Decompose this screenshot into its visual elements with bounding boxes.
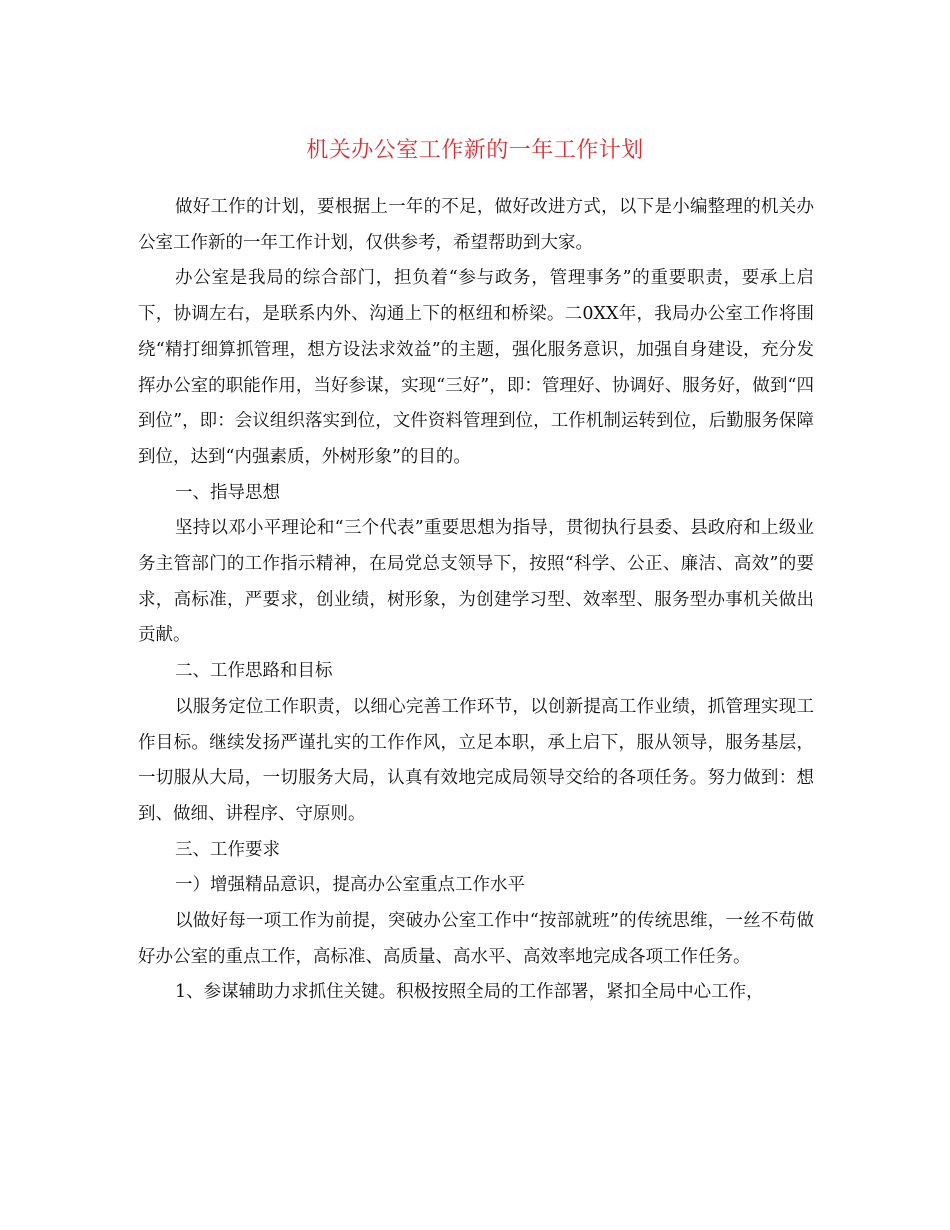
section-heading-guiding-ideology: 一、指导思想	[175, 482, 280, 503]
section-heading-work-goals: 二、工作思路和目标	[175, 661, 333, 682]
document-body	[138, 190, 814, 1011]
paragraph-quality: 以做好每一项工作为前提，突破办公室工作中“按部就班”的传统思维，一丝不苟做好办公室的重点工作，高标准、高质量、高水平、高效率地完成各项工作任务。	[138, 911, 814, 967]
paragraph-intro: 做好工作的计划，要根据上一年的不足，做好改进方式，以下是小编整理的机关办公室工作新的一年工作计划，仅供参考，希望帮助到大家。	[138, 197, 814, 253]
paragraph-guiding-ideology: 坚持以邓小平理论和“三个代表”重要思想为指导，贯彻执行县委、县政府和上级业务主管部门的工作指示精神，在局党总支领导下，按照“科学、公正、廉洁、高效”的要求，高标准，严要求，创业绩，树形象，为创建学习型、效率型、服务型办事机关做出贡献。	[138, 518, 814, 646]
section-heading-work-requirements: 三、工作要求	[175, 839, 280, 860]
paragraph-work-goals: 以服务定位工作职责，以细心完善工作环节，以创新提高工作业绩，抓管理实现工作目标。继续发扬严谨扎实的工作作风，立足本职，承上启下，服从领导，服务基层，一切服从大局，一切服务大局，认真有效地完成局领导交给的各项任务。努力做到：想到、做细、讲程序、守原则。	[138, 696, 814, 824]
paragraph-office-role: 办公室是我局的综合部门，担负着“参与政务，管理事务”的重要职责，要承上启下，协调左右，是联系内外、沟通上下的枢纽和桥梁。二0XX年，我局办公室工作将围绕“精打细算抓管理，想方设法求效益”的主题，强化服务意识，加强自身建设，充分发挥办公室的职能作用，当好参谋，实现“三好”，即：管理好、协调好、服务好，做到“四到位”，即：会议组织落实到位，文件资料管理到位，工作机制运转到位，后勤服务保障到位，达到“内强素质，外树形象”的目的。	[138, 268, 814, 467]
paragraph-item-1: 1、参谋辅助力求抓住关键。积极按照全局的工作部署，紧扣全局中心工作，	[175, 982, 764, 1003]
document-title: 机关办公室工作新的一年工作计划	[306, 138, 644, 163]
subsection-heading-quality: 一）增强精品意识，提高办公室重点工作水平	[175, 875, 525, 896]
